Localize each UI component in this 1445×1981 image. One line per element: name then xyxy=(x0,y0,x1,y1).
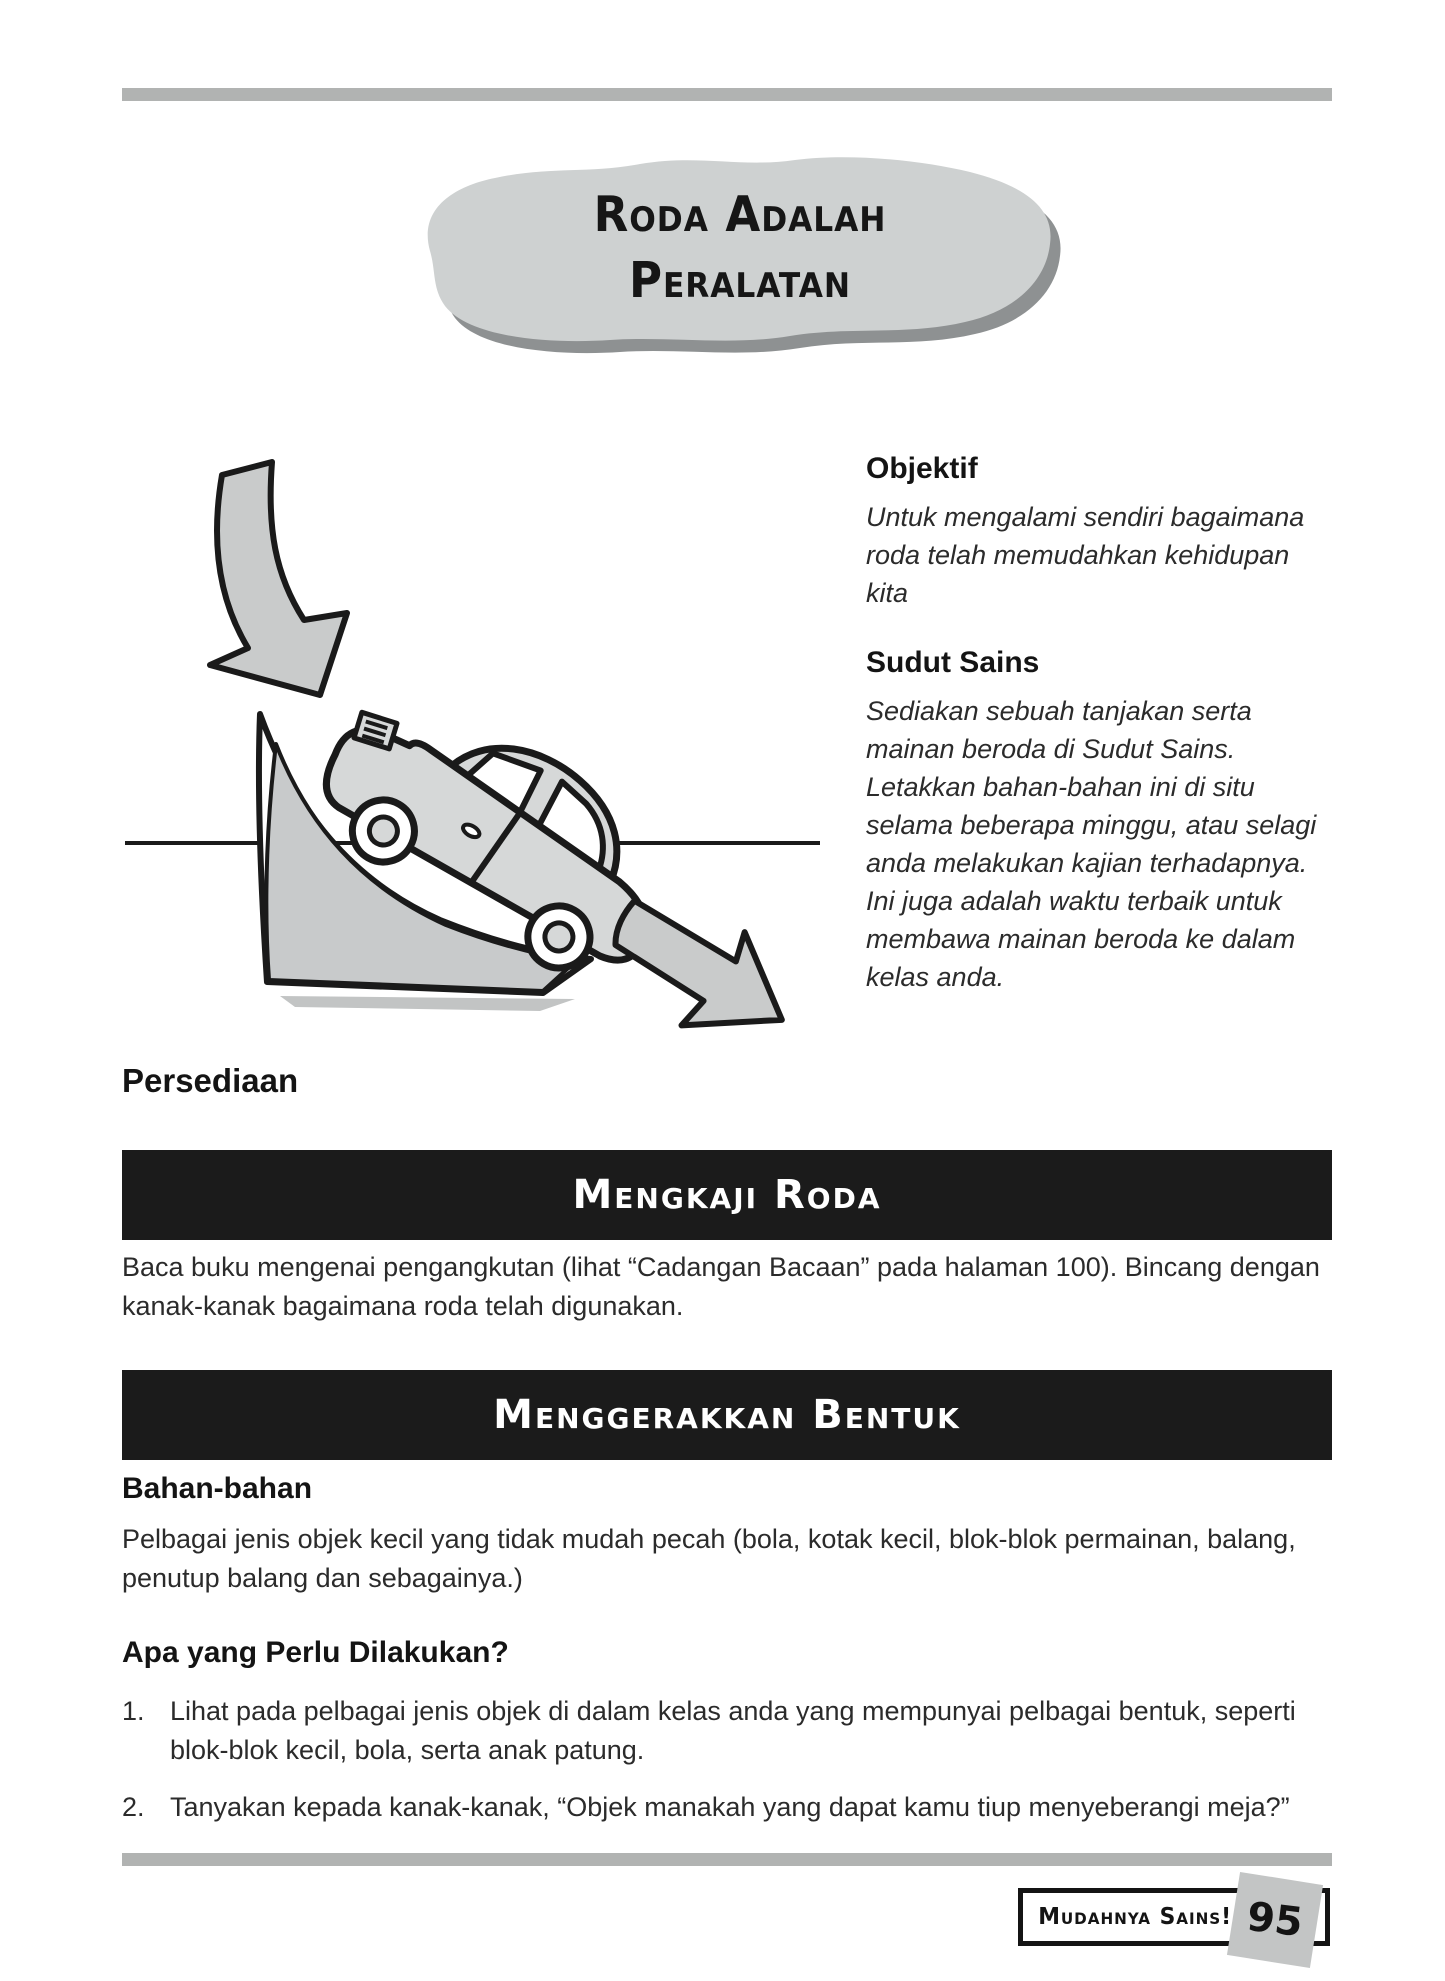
bottom-divider-bar xyxy=(122,1853,1332,1866)
activity2-banner-label: Menggerakkan Bentuk xyxy=(493,1392,961,1438)
page-title xyxy=(427,182,1053,314)
todo-steps xyxy=(122,1692,1342,1845)
todo-heading: Apa yang Perlu Dilakukan? xyxy=(122,1636,509,1669)
list-item xyxy=(122,1692,1342,1770)
step-number: 2. xyxy=(122,1792,145,1822)
down-arrow-icon xyxy=(210,462,347,695)
sidebar-column xyxy=(866,452,1318,1030)
page-title-line1: Roda Adalah xyxy=(593,186,887,243)
list-item xyxy=(122,1788,1342,1827)
page-number-square xyxy=(1227,1872,1323,1968)
ramp-shadow xyxy=(280,996,575,1011)
activity1-banner-label: Mengkaji Roda xyxy=(572,1172,882,1218)
science-corner-heading: Sudut Sains xyxy=(866,646,1040,679)
materials-text: Pelbagai jenis objek kecil yang tidak mudah pecah (bola, kotak kecil, blok-blok permainan, balang, penutup balang dan sebagainya.) xyxy=(122,1524,1296,1593)
footer-brand-label: Mudahnya Sains! xyxy=(1038,1904,1233,1930)
page-title-line2: Peralatan xyxy=(628,252,851,309)
activity2-banner xyxy=(122,1370,1332,1460)
activity1-text: Baca buku mengenai pengangkutan (lihat “Cadangan Bacaan” pada halaman 100). Bincang dengan kanak-kanak bagaimana roda telah digunakan. xyxy=(122,1252,1320,1321)
science-corner-text: Sediakan sebuah tanjakan serta mainan beroda di Sudut Sains. Letakkan bahan-bahan ini di situ selama beberapa minggu, atau selagi anda melakukan kajian terhadapnya. Ini juga adalah waktu terbaik untuk membawa mainan beroda ke dalam kelas anda. xyxy=(866,696,1317,992)
top-divider-bar xyxy=(122,88,1332,101)
page-number: 95 xyxy=(1244,1893,1306,1947)
step-text: Tanyakan kepada kanak-kanak, “Objek manakah yang dapat kamu tiup menyeberangi meja?” xyxy=(170,1792,1290,1822)
activity1-banner xyxy=(122,1150,1332,1240)
objectives-heading: Objektif xyxy=(866,452,978,485)
step-text: Lihat pada pelbagai jenis objek di dalam kelas anda yang mempunyai pelbagai bentuk, seperti blok-blok kecil, bola, serta anak patung. xyxy=(170,1696,1296,1765)
step-number: 1. xyxy=(122,1696,145,1726)
ramp-car-illustration xyxy=(110,450,830,1030)
preparation-heading: Persediaan xyxy=(122,1062,299,1099)
materials-heading: Bahan-bahan xyxy=(122,1472,313,1505)
objectives-text: Untuk mengalami sendiri bagaimana roda telah memudahkan kehidupan kita xyxy=(866,502,1305,608)
title-blob xyxy=(400,146,1080,366)
